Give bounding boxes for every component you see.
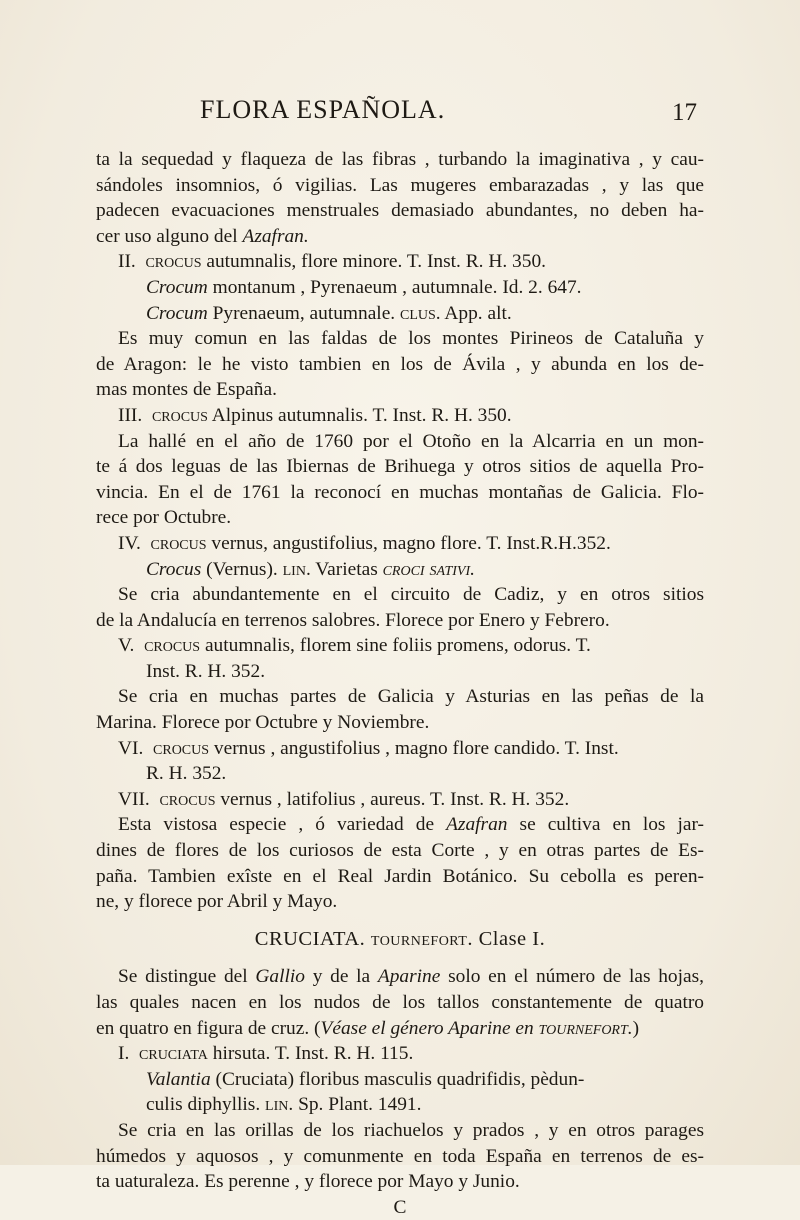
text-line: paña. Tambien exîste en el Real Jardin Botánico. Su cebolla es peren- bbox=[96, 865, 704, 887]
text-line: en quatro en figura de cruz. (Véase el género Aparine en tournefort.) bbox=[96, 1017, 640, 1039]
text-line: te á dos leguas de las Ibiernas de Brihuega y otros sitios de aquella Pro- bbox=[96, 456, 704, 478]
text-line: las quales nacen en los nudos de los tallos constantemente de quatro bbox=[96, 992, 704, 1013]
text-line: La hallé en el año de 1760 por el Otoño en la Alcarria en un mon- bbox=[118, 430, 704, 452]
text-line: Se cria en las orillas de los riachuelos y prados , y en otros parages bbox=[118, 1119, 704, 1141]
text-line: dines de flores de los curiosos de esta Corte , y en otras partes de Es- bbox=[96, 840, 704, 862]
page-body bbox=[96, 147, 704, 1220]
text-line: Se cria abundantemente en el circuito de Cadiz, y en otros sitios bbox=[118, 584, 704, 606]
species-entry: V. crocus autumnalis, florem sine foliis promens, odorus. T. bbox=[118, 635, 591, 657]
text-line: húmedos y aquosos , y comunmente en toda España en terrenos de es- bbox=[96, 1145, 704, 1167]
text-line: Se distingue del Gallio y de la Aparine solo en el número de las hojas, bbox=[118, 966, 704, 988]
text-line: Valantia (Cruciata) floribus masculis quadrifidis, pèdun- bbox=[146, 1068, 585, 1090]
species-entry: III. crocus Alpinus autumnalis. T. Inst. R. H. 350. bbox=[118, 404, 512, 426]
text-line: cer uso alguno del Azafran. bbox=[96, 225, 309, 247]
text-line: sándoles insomnios, ó vigilias. Las mugeres embarazadas , y las que bbox=[96, 174, 704, 196]
text-line: Esta vistosa especie , ó variedad de Azafran se cultiva en los jar- bbox=[118, 814, 704, 836]
text-line: Es muy comun en las faldas de los montes Pirineos de Cataluña y bbox=[118, 328, 704, 350]
text-line: Inst. R. H. 352. bbox=[146, 660, 266, 682]
running-header: FLORA ESPAÑOLA. bbox=[200, 95, 446, 124]
text-line: vincia. En el de 1761 la reconocí en muchas montañas de Galicia. Flo- bbox=[96, 481, 704, 503]
genus-title: CRUCIATA. tournefort. Clase I. bbox=[254, 927, 546, 950]
text-line: padecen evacuaciones menstruales demasiado abundantes, no deben ha- bbox=[96, 200, 704, 222]
text-line: ne, y florece por Abril y Mayo. bbox=[96, 891, 338, 913]
species-entry: II. crocus autumnalis, flore minore. T. Inst. R. H. 350. bbox=[118, 251, 546, 273]
page-number: 17 bbox=[672, 99, 697, 126]
text-line: Se cria en muchas partes de Galicia y Asturias en las peñas de la bbox=[118, 686, 704, 708]
text-line: Crocus (Vernus). lin. Varietas croci sativi. bbox=[146, 558, 475, 580]
species-entry: VI. crocus vernus , angustifolius , magno flore candido. T. Inst. bbox=[118, 737, 619, 759]
text-line: Crocum montanum , Pyrenaeum , autumnale. Id. 2. 647. bbox=[146, 276, 582, 298]
species-entry: VII. crocus vernus , latifolius , aureus. T. Inst. R. H. 352. bbox=[118, 788, 570, 810]
text-line: ta la sequedad y flaqueza de las fibras , turbando la imaginativa , y cau- bbox=[96, 149, 704, 170]
text-line: R. H. 352. bbox=[146, 763, 227, 785]
text-line: Crocum Pyrenaeum, autumnale. clus. App. alt. bbox=[146, 302, 512, 324]
text-line: mas montes de España. bbox=[96, 379, 277, 401]
text-line: de Aragon: le he visto tambien en los de Ávila , y abunda en los de- bbox=[96, 353, 704, 375]
species-entry: I. cruciata hirsuta. T. Inst. R. H. 115. bbox=[118, 1043, 414, 1065]
text-line: de la Andalucía en terrenos salobres. Florece por Enero y Febrero. bbox=[96, 609, 610, 631]
text-line: ta uaturaleza. Es perenne , y florece por Mayo y Junio. bbox=[96, 1171, 520, 1193]
text-line: Marina. Florece por Octubre y Noviembre. bbox=[96, 712, 430, 734]
text-line: culis diphyllis. lin. Sp. Plant. 1491. bbox=[146, 1094, 422, 1116]
signature-mark: C bbox=[393, 1196, 407, 1218]
species-entry: IV. crocus vernus, angustifolius, magno flore. T. Inst.R.H.352. bbox=[118, 532, 611, 554]
text-line: rece por Octubre. bbox=[96, 507, 232, 529]
